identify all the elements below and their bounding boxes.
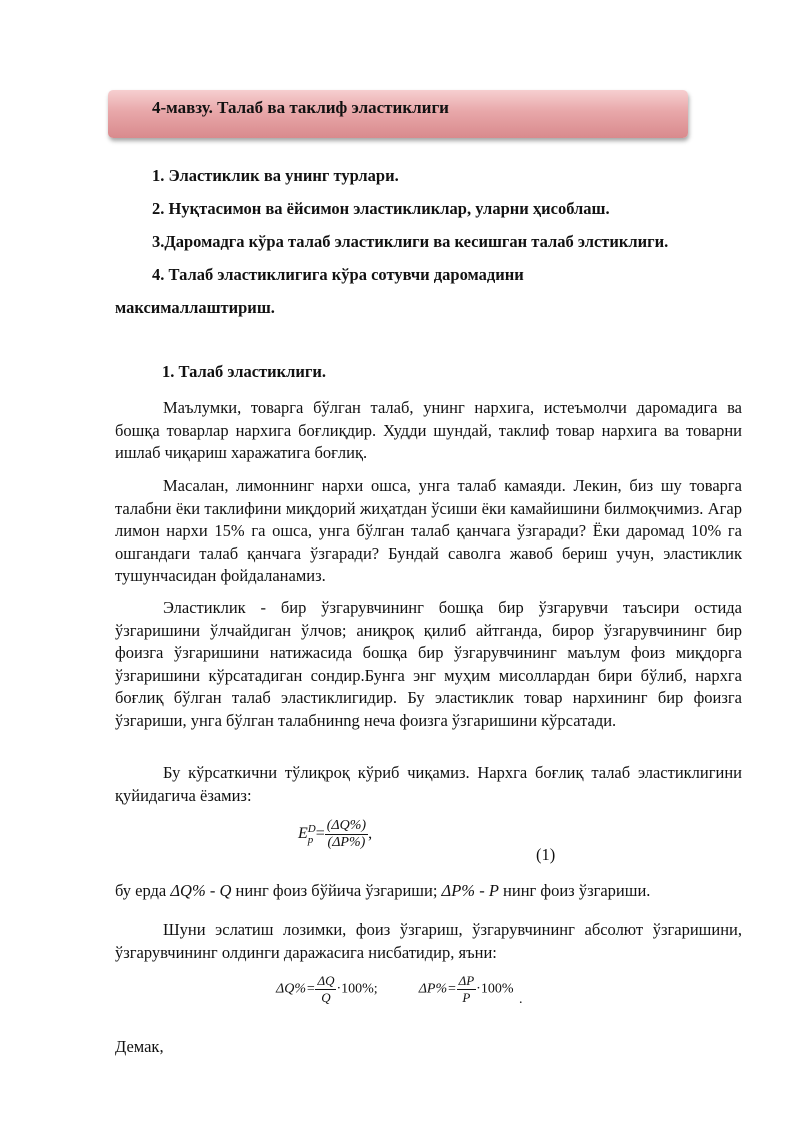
- formula-numerator: (ΔQ%): [326, 818, 367, 833]
- formula-denominator: (ΔP%): [327, 835, 366, 850]
- formula-subscript: p: [307, 833, 314, 846]
- text: нинг фоиз бўйича ўзгариши;: [231, 881, 442, 900]
- math-term: ΔQ%: [170, 881, 206, 900]
- definition-line: [115, 881, 650, 901]
- closing-word: Демак,: [115, 1037, 164, 1056]
- text: нинг фоиз ўзгариши.: [498, 881, 651, 900]
- math-term: ΔP%: [441, 881, 476, 900]
- paragraph: Масалан, лимоннинг нархи ошса, унга талаб камаяди. Лекин, биз шу товарга талабни ёки таклифини миқдорий жиҳатдан ўсиши ёки камайишини билмоқчимиз. Агар лимон нархи 15% га ошса, унга бўлган талаб қанчага ўзгаради? Ёки даромад 10% га ошгандаги талаб қанчага ўзгаради? Бундай саволга жавоб бериш учун, эластиклик тушунчасидан фойдаланамиз.: [115, 476, 742, 585]
- section-heading: 1. Талаб эластиклиги.: [162, 362, 327, 381]
- equation-number: (1): [536, 845, 556, 864]
- math-term: Q: [219, 881, 232, 900]
- paragraph: Шуни эслатиш лозимки, фоиз ўзгариш, ўзгарувчининг абсолют ўзгаришини, ўзгарувчининг олдинги даражасига нисбатидир, яъни:: [115, 920, 742, 962]
- formula-period: .: [518, 991, 523, 1007]
- formula-tail: ·100%: [476, 981, 514, 997]
- outline-item: 1. Эластиклик ва унинг турлари.: [152, 166, 399, 185]
- formula-denominator: Q: [321, 990, 331, 1005]
- outline-item: максималлаштириш.: [115, 298, 275, 317]
- paragraph: Эластиклик - бир ўзгарувчининг бошқа бир ўзгарувчи таъсири остида ўзгаришини ўлчайдиган ўлчов; аниқроқ қилиб айтганда, бирор ўзгарувчининг бир фоизга ўзгаришини натижасида бошқа бир ўзгарувчининг маълум фоиз миқдорга ўзгаришини кўрсатадиган сондир.Бунга энг муҳим мисоллардан бири бўлиб, нархга боғлиқ бўлган талаб эластиклигидир. Бу эластиклик товар нархининг бир фоизга ўзгариши, унга бўлган талабнинng неча фоизга ўзгаришини кўрсатади.: [115, 598, 742, 730]
- elasticity-formula: [298, 818, 372, 851]
- formula-numerator: ΔQ: [317, 973, 335, 988]
- topic-banner: [108, 90, 688, 138]
- outline-item: 4. Талаб эластиклигига кўра сотувчи даромадини: [152, 265, 524, 284]
- formula-fraction: [315, 973, 336, 1006]
- formula-symbol: E: [298, 825, 308, 843]
- formula-fraction: [325, 818, 368, 851]
- formula-equals: =: [315, 825, 325, 843]
- outline-item: 3.Даромадга кўра талаб эластиклиги ва кесишган талаб элстиклиги.: [152, 232, 669, 251]
- formula-comma: ,: [368, 825, 373, 843]
- formula-tail: ·100%;: [336, 981, 378, 997]
- formula-superscript: D: [307, 822, 316, 835]
- paragraph: Маълумки, товарга бўлган талаб, унинг нархига, истеъмолчи даромадига ва бошқа товарлар нархига боғлиқдир. Худди шундай, таклиф товар нархига ва товарни ишлаб чиқариш харажатига боғлиқ.: [115, 398, 742, 462]
- outline-item: 2. Нуқтасимон ва ёйсимон эластикликлар, уларни ҳисоблаш.: [152, 199, 610, 218]
- formula-denominator: P: [462, 990, 471, 1005]
- math-term: P: [488, 881, 499, 900]
- text: бу ерда: [115, 881, 171, 900]
- formula-fraction: [457, 973, 477, 1006]
- text: -: [205, 881, 220, 900]
- formula-lhs: ΔP%=: [418, 981, 457, 997]
- paragraph: Бу кўрсаткични тўлиқроқ кўриб чиқамиз. Нархга боғлиқ талаб эластиклигини қуйидагича ёзамиз:: [115, 763, 742, 805]
- topic-title: 4-мавзу. Талаб ва таклиф эластиклиги: [152, 98, 449, 117]
- percent-change-formulas: [276, 973, 522, 1006]
- formula-numerator: ΔP: [458, 973, 475, 988]
- text: -: [475, 881, 489, 900]
- formula-lhs: ΔQ%=: [276, 981, 316, 997]
